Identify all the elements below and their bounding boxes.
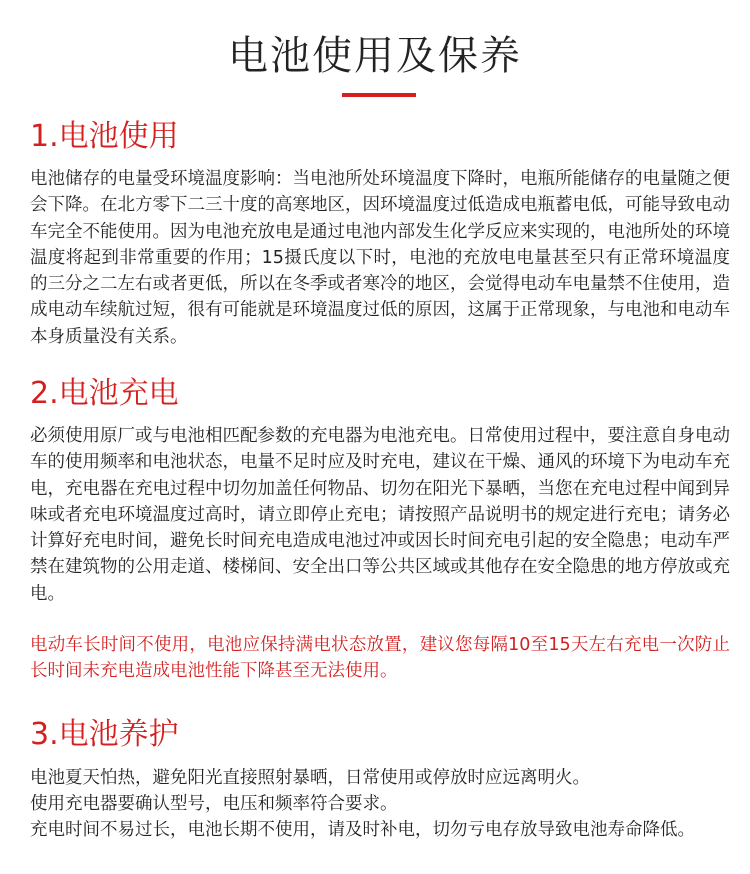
section-paragraph-battery-use: 电池储存的电量受环境温度影响：当电池所处环境温度下降时，电瓶所能储存的电量随之便会下降。在北方零下二三十度的高寒地区，因环境温度过低造成电瓶蓄电低，可能导致电动车完全不能使用。因为电池充放电是通过电池内部发生化学反应来实现的，电池所处的环境温度将起到非常重要的作用；15摄氏度以下时，电池的充放电电量甚至只有正常环境温度的三分之二左右或者更低，所以在冬季或者寒冷的地区，会觉得电动车电量禁不住使用，造成电动车续航过短，很有可能就是环境温度过低的原因，这属于正常现象，与电池和电动车本身质量没有关系。 — [30, 169, 730, 347]
section-heading-battery-care: 3.电池养护 — [30, 717, 179, 752]
care-line: 充电时间不易过长，电池长期不使用，请及时补电，切勿亏电存放导致电池寿命降低。 — [30, 820, 695, 840]
page-title: 电池使用及保养 — [228, 33, 522, 79]
section-paragraph-battery-charging: 必须使用原厂或与电池相匹配参数的充电器为电池充电。日常使用过程中，要注意自身电动车的使用频率和电池状态，电量不足时应及时充电，建议在干燥、通风的环境下为电动车充电，充电器在充电过程中切勿加盖任何物品、切勿在阳光下暴晒，当您在充电过程中闻到异味或者充电环境温度过高时，请立即停止充电；请按照产品说明书的规定进行充电；请务必计算好充电时间，避免长时间充电造成电池过冲或因长时间充电引起的安全隐患；电动车严禁在建筑物的公用走道、楼梯间、安全出口等公共区域或其他存在安全隐患的地方停放或充电。 — [30, 426, 730, 604]
care-line: 电池夏天怕热，避免阳光直接照射暴晒，日常使用或停放时应远离明火。 — [30, 768, 590, 788]
charging-notice: 电动车长时间不使用，电池应保持满电状态放置，建议您每隔10至15天左右充电一次防止长时间未充电造成电池性能下降甚至无法使用。 — [30, 635, 730, 682]
care-line: 使用充电器要确认型号，电压和频率符合要求。 — [30, 794, 398, 814]
section-heading-battery-charging: 2.电池充电 — [30, 376, 179, 411]
title-underline — [342, 93, 416, 97]
section-heading-battery-use: 1.电池使用 — [30, 119, 179, 154]
